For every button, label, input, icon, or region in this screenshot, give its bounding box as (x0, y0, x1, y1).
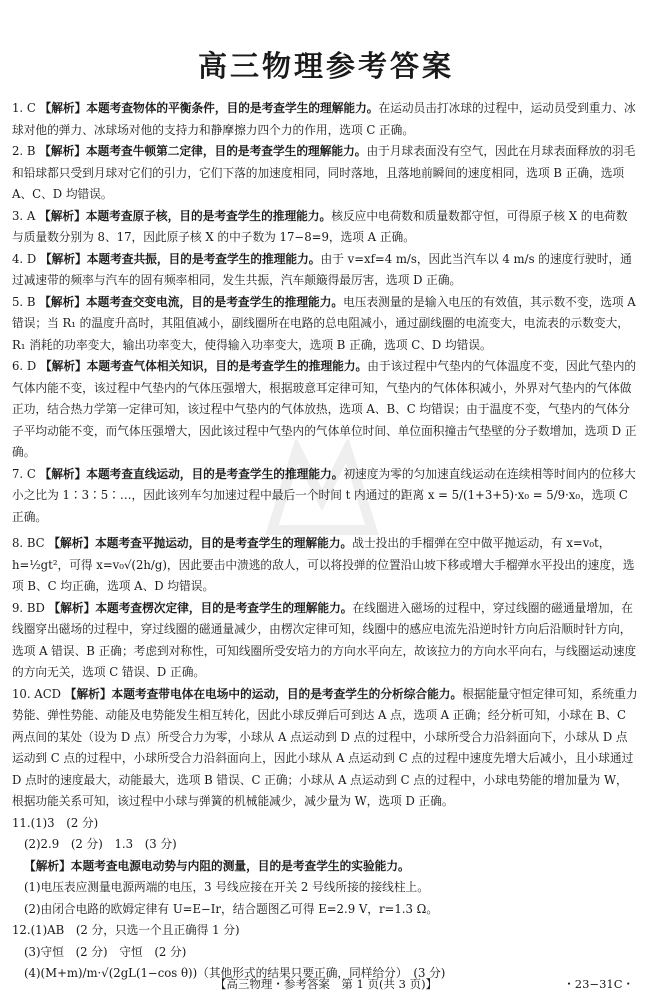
analysis-tag: 【解析】 (39, 359, 87, 373)
analysis-text: 根据能量守恒定律可知，系统重力势能、弹性势能、动能及电势能发生相互转化，因此小球反弹后可到达 A 点，选项 A 正确；经分析可知，小球在 B、C 两点间的某处（设为 D 点）所受合力为零，小球从 A 点运动到 D 点的过程中，小球所受合力沿斜面向下，小球从 D 点运动到 C 点的过程中，小球所受合力沿斜面向上，因此小球从 A 点运动到 C 点的过程中速度先增大后减小，且小球通过 D 点时的速度最大，动能最大，选项 B 错误、C 正确；小球从 A 点运动到 C 点的过程中，小球电势能的增加量为 W，根据功能关系可知，该过程中小球与弹簧的机械能减少，减少量为 W，选项 D 正确。 (12, 686, 638, 808)
analysis-intro: 本题考查直线运动，目的是考查学生的推理能力。 (86, 466, 344, 481)
answer-item (12, 598, 638, 684)
answer-number: 4. D (12, 251, 37, 266)
answer-item (12, 141, 638, 206)
analysis-tag: 【解析】 (64, 686, 112, 701)
analysis-tag: 【解析】 (39, 466, 87, 481)
page-footer (0, 976, 652, 996)
analysis-tag: 【解析】 (39, 101, 87, 115)
analysis-text: 战士投出的手榴弹在空中做平抛运动，有 x=v₀t，h=½gt²，可得 x=v₀√(2h/g)，因此要击中溃逃的敌人，可以将投弹的位置沿山坡下移或增大手榴弹水平投出的速度，选项 B、C 均正确，选项 A、D 均错误。 (12, 536, 635, 593)
analysis-text: 电压表测量的是输入电压的有效值，其示数不变，选项 A 错误；当 R₁ 的温度升高时，其阻值减小，副线圈所在电路的总电阻减小，通过副线圈的电流变大，电流表的示数变大，R₁ 消耗的功率变大，输出功率变大，使得输入功率变大，选项 B 正确，选项 C、D 均错误。 (12, 294, 636, 352)
analysis-tag: 【解析】 (39, 208, 86, 223)
analysis-tag: 【解析】 (39, 294, 86, 309)
analysis-tag: 【解析】 (39, 144, 86, 158)
answer-item-12 (12, 920, 638, 942)
answer-number: 2. B (12, 144, 36, 158)
analysis-tag: 【解析】 (48, 600, 96, 615)
analysis-intro: 本题考查电源电动势与内阻的测量，目的是考查学生的实验能力。 (70, 858, 410, 873)
analysis-intro: 本题考查牛顿第二定律，目的是考查学生的理解能力。 (85, 144, 367, 158)
answer-line: (1)AB (2 分，只选一个且正确得 1 分) (30, 923, 240, 937)
analysis-intro: 本题考查平抛运动，目的是考查学生的理解能力。 (95, 536, 353, 550)
answer-item (12, 249, 638, 292)
answer-item (12, 206, 638, 249)
analysis-text: 由于该过程中气垫内的气体温度不变，因此气垫内的气体内能不变，该过程中气垫内的气体压强增大，根据玻意耳定律可知，气垫内的气体体积减小，外界对气垫内的气体做正功，结合热力学第一定律可知，该过程中气垫内的气体放热，选项 A、B、C 均错误；由于温度不变，气垫内的气体分子平均动能不变，而气体压强增大，因此该过程中气垫内的气体单位时间、单位面积撞击气垫壁的分子数增加，选项 D 正确。 (12, 359, 637, 459)
answer-item (12, 356, 638, 464)
analysis-tag: 【解析】 (24, 858, 71, 873)
analysis-intro: 本题考查楞次定律，目的是考查学生的理解能力。 (95, 600, 353, 615)
analysis-text: 由于 v=xf=4 m/s，因此当汽车以 4 m/s 的速度行驶时，通过减速带的频率与汽车的固有频率相同，发生共振，汽车颠簸得最厉害，选项 D 正确。 (12, 251, 632, 287)
analysis-text: (1)电压表应测量电源两端的电压，3 号线应接在开关 2 号线所接的接线柱上。 (24, 880, 429, 894)
analysis-text: 由于月球表面没有空气，因此在月球表面释放的羽毛和铅球都只受到月球对它们的引力，它们下落的加速度相同，同时落地，且落地前瞬间的速度相同，选项 B 正确，选项 A、C、D 均错误。 (12, 144, 636, 201)
analysis-text: 在运动员击打冰球的过程中，运动员受到重力、冰球对他的弹力、冰球场对他的支持力和静摩擦力四个力的作用，选项 C 正确。 (12, 101, 636, 137)
analysis-intro: 本题考查带电体在电场中的运动，目的是考查学生的分析综合能力。 (111, 686, 463, 701)
answer-number: 1. C (12, 101, 36, 115)
analysis-tag: 【解析】 (48, 536, 96, 550)
analysis-intro: 本题考查物体的平衡条件，目的是考查学生的理解能力。 (86, 101, 379, 115)
answer-item (12, 464, 638, 529)
answer-number: 10. ACD (12, 686, 62, 701)
answer-line: (2)2.9 (2 分) 1.3 (3 分) (24, 837, 177, 851)
answer-number: 7. C (12, 466, 36, 481)
answer-item-11 (12, 813, 638, 835)
analysis-text: (2)由闭合电路的欧姆定律有 U=E−Ir，结合题图乙可得 E=2.9 V，r=1.3 Ω。 (24, 901, 439, 916)
footer-code: ・23−31C・ (563, 977, 634, 991)
analysis-intro: 本题考查交变电流，目的是考查学生的推理能力。 (85, 294, 344, 309)
answer-item (12, 533, 638, 598)
answer-number: 9. BD (12, 600, 45, 615)
analysis-tag: 【解析】 (39, 251, 87, 266)
answer-number: 5. B (12, 294, 36, 309)
answer-item (12, 292, 638, 357)
footer-page-info: 【高三物理・参考答案 第 1 页(共 3 页)】 (214, 977, 438, 991)
analysis-text: 核反应中电荷数和质量数都守恒，可得原子核 X 的电荷数与质量数分别为 8、17，因此原子核 X 的中子数为 17−8=9，选项 A 正确。 (12, 208, 628, 244)
analysis-heading (12, 856, 638, 878)
page-title: 高三物理参考答案 (197, 49, 454, 83)
answer-item (12, 98, 638, 141)
answer-line: (3)守恒 (2 分) 守恒 (2 分) (24, 944, 187, 959)
answer-line: (4)(M+m)/m·√(2gL(1−cos θ))（其他形式的结果只要正确，同样给分） (3 分) (24, 966, 446, 980)
analysis-intro: 本题考查共振，目的是考查学生的推理能力。 (86, 251, 321, 266)
answer-number: 3. A (12, 208, 36, 223)
analysis-text: 初速度为零的匀加速直线运动在连续相等时间内的位移大小之比为 1∶3∶5∶…，因此该列车匀加速过程中最后一个时间 t 内通过的距离 x = 5/(1+3+5)·x₀ = 5/9·x₀，选项 C 正确。 (12, 466, 636, 524)
analysis-intro: 本题考查气体相关知识，目的是考查学生的推理能力。 (86, 359, 368, 373)
answer-number: 8. BC (12, 536, 45, 550)
analysis-intro: 本题考查原子核，目的是考查学生的推理能力。 (85, 208, 332, 223)
answer-line: (1)3 (2 分) (30, 815, 99, 830)
analysis-text: 在线圈进入磁场的过程中，穿过线圈的磁通量增加，在线圈穿出磁场的过程中，穿过线圈的磁通量减少，由楞次定律可知，线圈中的感应电流先沿逆时针方向后沿顺时针方向，选项 A 错误、B 正确；考虑到对称性，可知线圈所受安培力的方向水平向左，故该拉力的方向水平向右，与线圈运动速度的方向无关，选项 C 错误、D 正确。 (12, 600, 637, 679)
answer-item (12, 684, 638, 813)
answer-number: 11. (12, 815, 31, 830)
answer-number: 12. (12, 923, 31, 937)
answer-number: 6. D (12, 359, 37, 373)
answer-content (12, 98, 638, 985)
